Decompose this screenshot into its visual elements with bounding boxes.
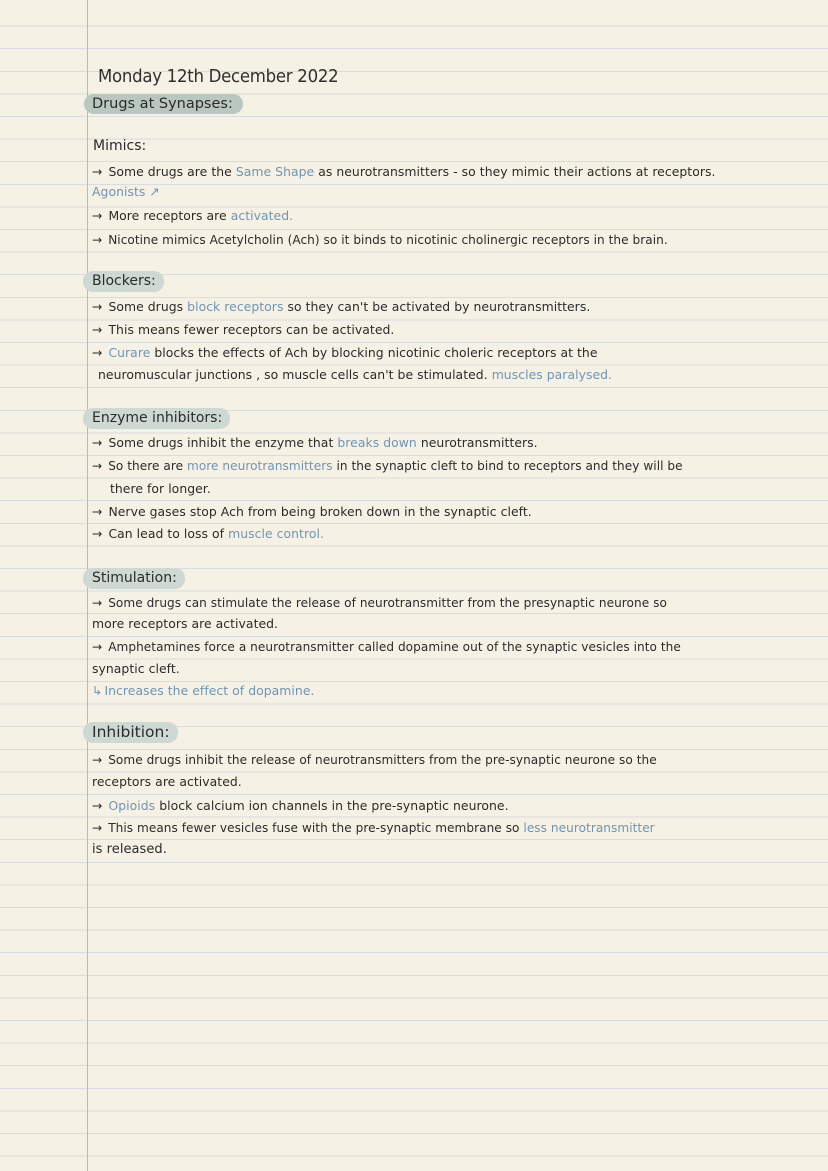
arrow-right-icon: → bbox=[92, 798, 103, 813]
enzyme-line-3: there for longer. bbox=[110, 481, 211, 496]
arrow-up-right-icon: ↗ bbox=[145, 184, 160, 199]
arrow-right-icon: → bbox=[92, 640, 103, 654]
arrow-right-icon: → bbox=[92, 459, 103, 473]
enzyme-line-4: → Nerve gases stop Ach from being broken down in the synaptic cleft. bbox=[92, 504, 532, 519]
page-date: Monday 12th December 2022 bbox=[98, 66, 339, 87]
arrow-right-icon: → bbox=[92, 753, 103, 767]
inhibition-line-4: → This means fewer vesicles fuse with the pre-synaptic membrane so less neurotransmitter bbox=[92, 821, 655, 835]
page-title: Drugs at Synapses: bbox=[84, 94, 243, 114]
mimics-line-1: → Some drugs are the Same Shape as neurotransmitters - so they mimic their actions at receptors. bbox=[92, 164, 716, 179]
inhibition-line-3: → Opioids block calcium ion channels in the pre-synaptic neurone. bbox=[92, 798, 509, 813]
enzyme-line-2: → So there are more neurotransmitters in the synaptic cleft to bind to receptors and they will be bbox=[92, 459, 683, 473]
stimulation-line-2: more receptors are activated. bbox=[92, 616, 279, 631]
blockers-line-3: → Curare blocks the effects of Ach by blocking nicotinic choleric receptors at the bbox=[92, 345, 598, 360]
arrow-right-icon: → bbox=[92, 504, 103, 519]
blockers-line-4: neuromuscular junctions , so muscle cells can't be stimulated. muscles paralysed. bbox=[98, 367, 613, 382]
enzyme-line-1: → Some drugs inhibit the enzyme that breaks down neurotransmitters. bbox=[92, 435, 538, 450]
arrow-right-icon: → bbox=[92, 435, 103, 450]
arrow-down-right-icon: ↳ bbox=[92, 683, 103, 698]
arrow-right-icon: → bbox=[92, 233, 103, 247]
inhibition-line-5: is released. bbox=[92, 842, 167, 857]
blockers-line-1: → Some drugs block receptors so they can't be activated by neurotransmitters. bbox=[92, 299, 591, 314]
inhibition-line-2: receptors are activated. bbox=[92, 774, 242, 789]
section-heading-blockers: Blockers: bbox=[83, 271, 164, 292]
arrow-right-icon: → bbox=[92, 208, 103, 223]
mimics-line-4: → Nicotine mimics Acetylcholin (Ach) so it binds to nicotinic cholinergic receptors in the brain. bbox=[92, 233, 668, 247]
arrow-right-icon: → bbox=[92, 821, 103, 835]
arrow-right-icon: → bbox=[92, 596, 103, 610]
arrow-right-icon: → bbox=[92, 345, 103, 360]
stimulation-line-1: → Some drugs can stimulate the release of neurotransmitter from the presynaptic neurone so bbox=[92, 596, 667, 610]
mimics-line-2: Agonists ↗ bbox=[92, 184, 160, 199]
stimulation-line-5: ↳ Increases the effect of dopamine. bbox=[92, 683, 315, 698]
section-heading-inhibition: Inhibition: bbox=[83, 722, 178, 743]
blockers-line-2: → This means fewer receptors can be activated. bbox=[92, 322, 395, 337]
enzyme-line-5: → Can lead to loss of muscle control. bbox=[92, 526, 324, 541]
section-heading-enzyme-inhibitors: Enzyme inhibitors: bbox=[83, 408, 230, 429]
section-heading-mimics: Mimics: bbox=[93, 138, 147, 154]
arrow-right-icon: → bbox=[92, 526, 103, 541]
mimics-line-3: → More receptors are activated. bbox=[92, 208, 294, 223]
arrow-right-icon: → bbox=[92, 299, 103, 314]
section-heading-stimulation: Stimulation: bbox=[83, 568, 185, 589]
inhibition-line-1: → Some drugs inhibit the release of neurotransmitters from the pre-synaptic neurone so the bbox=[92, 753, 657, 767]
stimulation-line-3: → Amphetamines force a neurotransmitter called dopamine out of the synaptic vesicles into the bbox=[92, 640, 681, 654]
arrow-right-icon: → bbox=[92, 164, 103, 179]
arrow-right-icon: → bbox=[92, 322, 103, 337]
stimulation-line-4: synaptic cleft. bbox=[92, 661, 180, 676]
